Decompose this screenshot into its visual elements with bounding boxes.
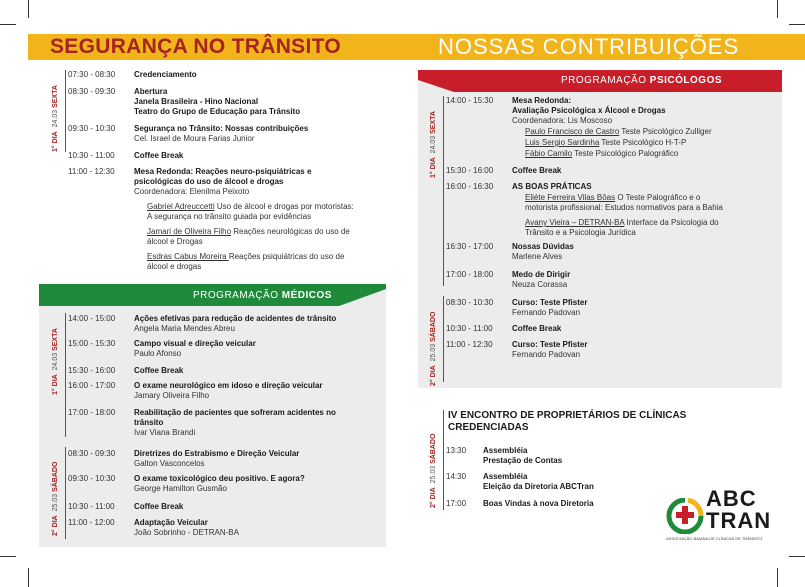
talk-line [147,252,397,262]
talk-speaker: Fábio Camilo [525,149,573,158]
page-title-left: SEGURANÇA NO TRÂNSITO [50,35,341,58]
schedule-title: Prestação de Contas [483,456,563,465]
schedule-title: O exame toxicológico deu positivo. E agora? [134,474,305,483]
talk-title: Interface da Psicologia do [624,218,719,227]
schedule-speaker: Marlene Alves [512,252,563,261]
schedule-speaker: George Hamilton Gusmão [134,484,227,493]
schedule-time: 14:00 - 15:30 [446,96,494,105]
schedule-time: 11:00 - 12:00 [68,518,115,527]
schedule-time: 11:00 - 12:30 [68,167,115,176]
schedule-title: Janela Brasileira - Hino Nacional [134,97,259,106]
schedule-title: trânsito [134,418,164,427]
day-label-1: 1° DIA 24.03 SEXTA [430,111,437,178]
schedule-speaker: Paulo Afonso [134,349,182,358]
talk-title: Teste Psicológico Zulliger [619,127,712,136]
crop-mark [777,0,778,18]
schedule-time: 10:30 - 11:00 [446,324,493,333]
schedule-title: Adaptação Veicular [134,518,208,527]
schedule-speaker: Galton Vasconcelos [134,459,205,468]
schedule-title: Nossas Dúvidas [512,242,574,251]
day-label-2: 2° DIA 25.03 SÁBADO [430,433,437,508]
schedule-title: Campo visual e direção veicular [134,339,256,348]
schedule-time: 09:30 - 10:30 [68,124,116,133]
schedule-title: Coffee Break [512,166,562,175]
talk-line-cont: álcool e Drogas [147,237,203,246]
schedule-title: Assembléia [483,472,528,481]
schedule-time: 17:00 [446,499,467,508]
talk-speaker: Eliéte Ferreira Vilas Bôas [525,193,616,202]
schedule-time: 14:30 [446,472,467,481]
schedule-title: Segurança no Trânsito: Nossas contribuições [134,124,309,133]
schedule-speaker: Coordenadora: Lis Moscoso [512,116,613,125]
schedule-title: Eleição da Diretoria ABCTran [483,482,594,491]
schedule-title: Diretrizes do Estrabismo e Direção Veicular [134,449,300,458]
day-divider [443,96,444,286]
schedule-speaker: Neuza Corassa [512,280,568,289]
talk-line-cont: Trânsito e a Psicologia Jurídica [525,228,636,237]
talk-title: O Teste Palográfico e o [615,193,701,202]
schedule-speaker: Angela Maria Mendes Abreu [134,324,235,333]
talk-speaker: Jamari de Oliveira Filho [147,227,232,236]
talk-line-cont: álcool e drogas [147,262,202,271]
day-label-2: 2° DIA 25.03 SÁBADO [430,311,437,386]
page-title-right: NOSSAS CONTRIBUIÇÕES [438,34,740,59]
crop-mark [789,556,805,557]
schedule-time: 16:00 - 17:00 [68,381,116,390]
talk-title: Teste Psicológico Palográfico [572,149,679,158]
schedule-time: 15:00 - 15:30 [68,339,116,348]
schedule-title: Mesa Redonda: [512,96,572,105]
schedule-title: Medo de Dirigir [512,270,571,279]
logo-text-tran: TRAN [706,508,772,533]
schedule-title: Curso: Teste Pfister [512,298,588,307]
schedule-title: psicológicas do uso de álcool e drogas [134,177,284,186]
talk-title: Reações psiquiátricas do uso de [228,252,345,261]
schedule-title: Mesa Redonda: Reações neuro-psiquiátricas e [134,167,312,176]
schedule-title: Coffee Break [134,151,184,160]
schedule-time: 17:00 - 18:00 [68,408,116,417]
talk-line [147,227,397,237]
schedule-time: 07:30 - 08:30 [68,70,116,79]
schedule-title: AS BOAS PRÁTICAS [512,182,592,191]
medicos-heading: PROGRAMAÇÃO MÉDICOS [193,290,332,301]
talk-line [525,127,775,137]
talk-title: Teste Psicológico H-T-P [599,138,687,147]
day-label-1: 1° DIA 24.03 SEXTA [52,328,59,395]
talk-line [525,193,775,203]
schedule-title: Credenciamento [134,70,197,79]
abctran-logo [666,488,786,548]
talk-speaker: Esdras Cabus Moreira [147,252,229,261]
schedule-speaker: Fernando Padovan [512,350,581,359]
schedule-speaker: Ivar Viana Brandi [134,428,196,437]
crop-mark [789,24,805,25]
schedule-title: Abertura [134,87,168,96]
schedule-title: Teatro do Grupo de Educação para Trânsito [134,107,301,116]
schedule-title: Coffee Break [134,366,184,375]
day-label-2: 2° DIA 25.03 SÁBADO [52,461,59,536]
talk-line-cont: A segurança no trânsito guiada por evidências [147,212,312,221]
schedule-time: 08:30 - 09:30 [68,87,116,96]
schedule-time: 17:00 - 18:00 [446,270,494,279]
talk-speaker: Paulo Francisco de Castro [525,127,620,136]
talk-speaker: Avany Vieira – DETRAN-BA [525,218,625,227]
talk-speaker: Luis Sergio Sardinha [525,138,600,147]
schedule-time: 11:00 - 12:30 [446,340,493,349]
day-label-1: 1° DIA 24.03 SEXTA [52,85,59,152]
schedule-title: Curso: Teste Pfister [512,340,588,349]
crop-mark [28,0,29,18]
talk-speaker: Gabriel Adreuccetti [147,202,215,211]
talk-line-cont: motorista profissional: Estudos normativos para a Bahia [525,203,723,212]
talk-title: Reações neurológicas do uso de [231,227,350,236]
schedule-speaker: João Sobrinho - DETRAN-BA [134,528,239,537]
schedule-time: 13:30 [446,446,467,455]
day-divider [443,410,444,510]
schedule-time: 16:00 - 16:30 [446,182,494,191]
schedule-speaker: Fernando Padovan [512,308,581,317]
schedule-title: O exame neurológico em idoso e direção veicular [134,381,323,390]
crop-mark [777,568,778,587]
schedule-time: 14:00 - 15:00 [68,314,116,323]
day-divider [443,296,444,382]
schedule-time: 10:30 - 11:00 [68,151,115,160]
schedule-title: Ações efetivas para redução de acidentes de trânsito [134,314,337,323]
talk-line [147,202,397,212]
schedule-speaker: Cel. Israel de Moura Farias Junior [134,134,255,143]
schedule-time: 08:30 - 09:30 [68,449,116,458]
schedule-title: Reabilitação de pacientes que sofreram acidentes no [134,408,336,417]
crop-mark [28,568,29,587]
schedule-speaker: Coordenadora: Elenilma Peixoto [134,187,250,196]
schedule-title: Coffee Break [512,324,562,333]
schedule-time: 10:30 - 11:00 [68,502,115,511]
day-divider [65,447,66,539]
talk-title: Uso de álcool e drogas por motoristas: [214,202,354,211]
encontro-title: IV ENCONTRO DE PROPRIETÁRIOS DE CLÍNICAS CREDENCIADAS [448,410,687,433]
schedule-speaker: Jamary Oliveira Filho [134,391,210,400]
talk-line [525,149,775,159]
crop-mark [0,556,16,557]
schedule-title: Boas Vindas à nova Diretoria [483,499,594,508]
psicologos-heading: PROGRAMAÇÃO PSICÓLOGOS [561,75,723,86]
day-divider [65,70,66,152]
schedule-title: Coffee Break [134,502,184,511]
talk-line [525,218,775,228]
logo-tagline: ASSOCIAÇÃO BAIANA DE CLÍNICAS DE TRÂNSITO [666,536,763,541]
schedule-time: 09:30 - 10:30 [68,474,116,483]
day-divider [65,313,66,437]
talk-line [525,138,775,148]
schedule-time: 15:30 - 16:00 [446,166,494,175]
schedule-title: Avaliação Psicológica x Álcool e Drogas [512,106,666,115]
schedule-title: Assembléia [483,446,528,455]
schedule-time: 16:30 - 17:00 [446,242,494,251]
logo-text-abc: ABC [706,486,757,511]
crop-mark [0,24,16,25]
schedule-time: 08:30 - 10:30 [446,298,494,307]
schedule-time: 15:30 - 16:00 [68,366,116,375]
